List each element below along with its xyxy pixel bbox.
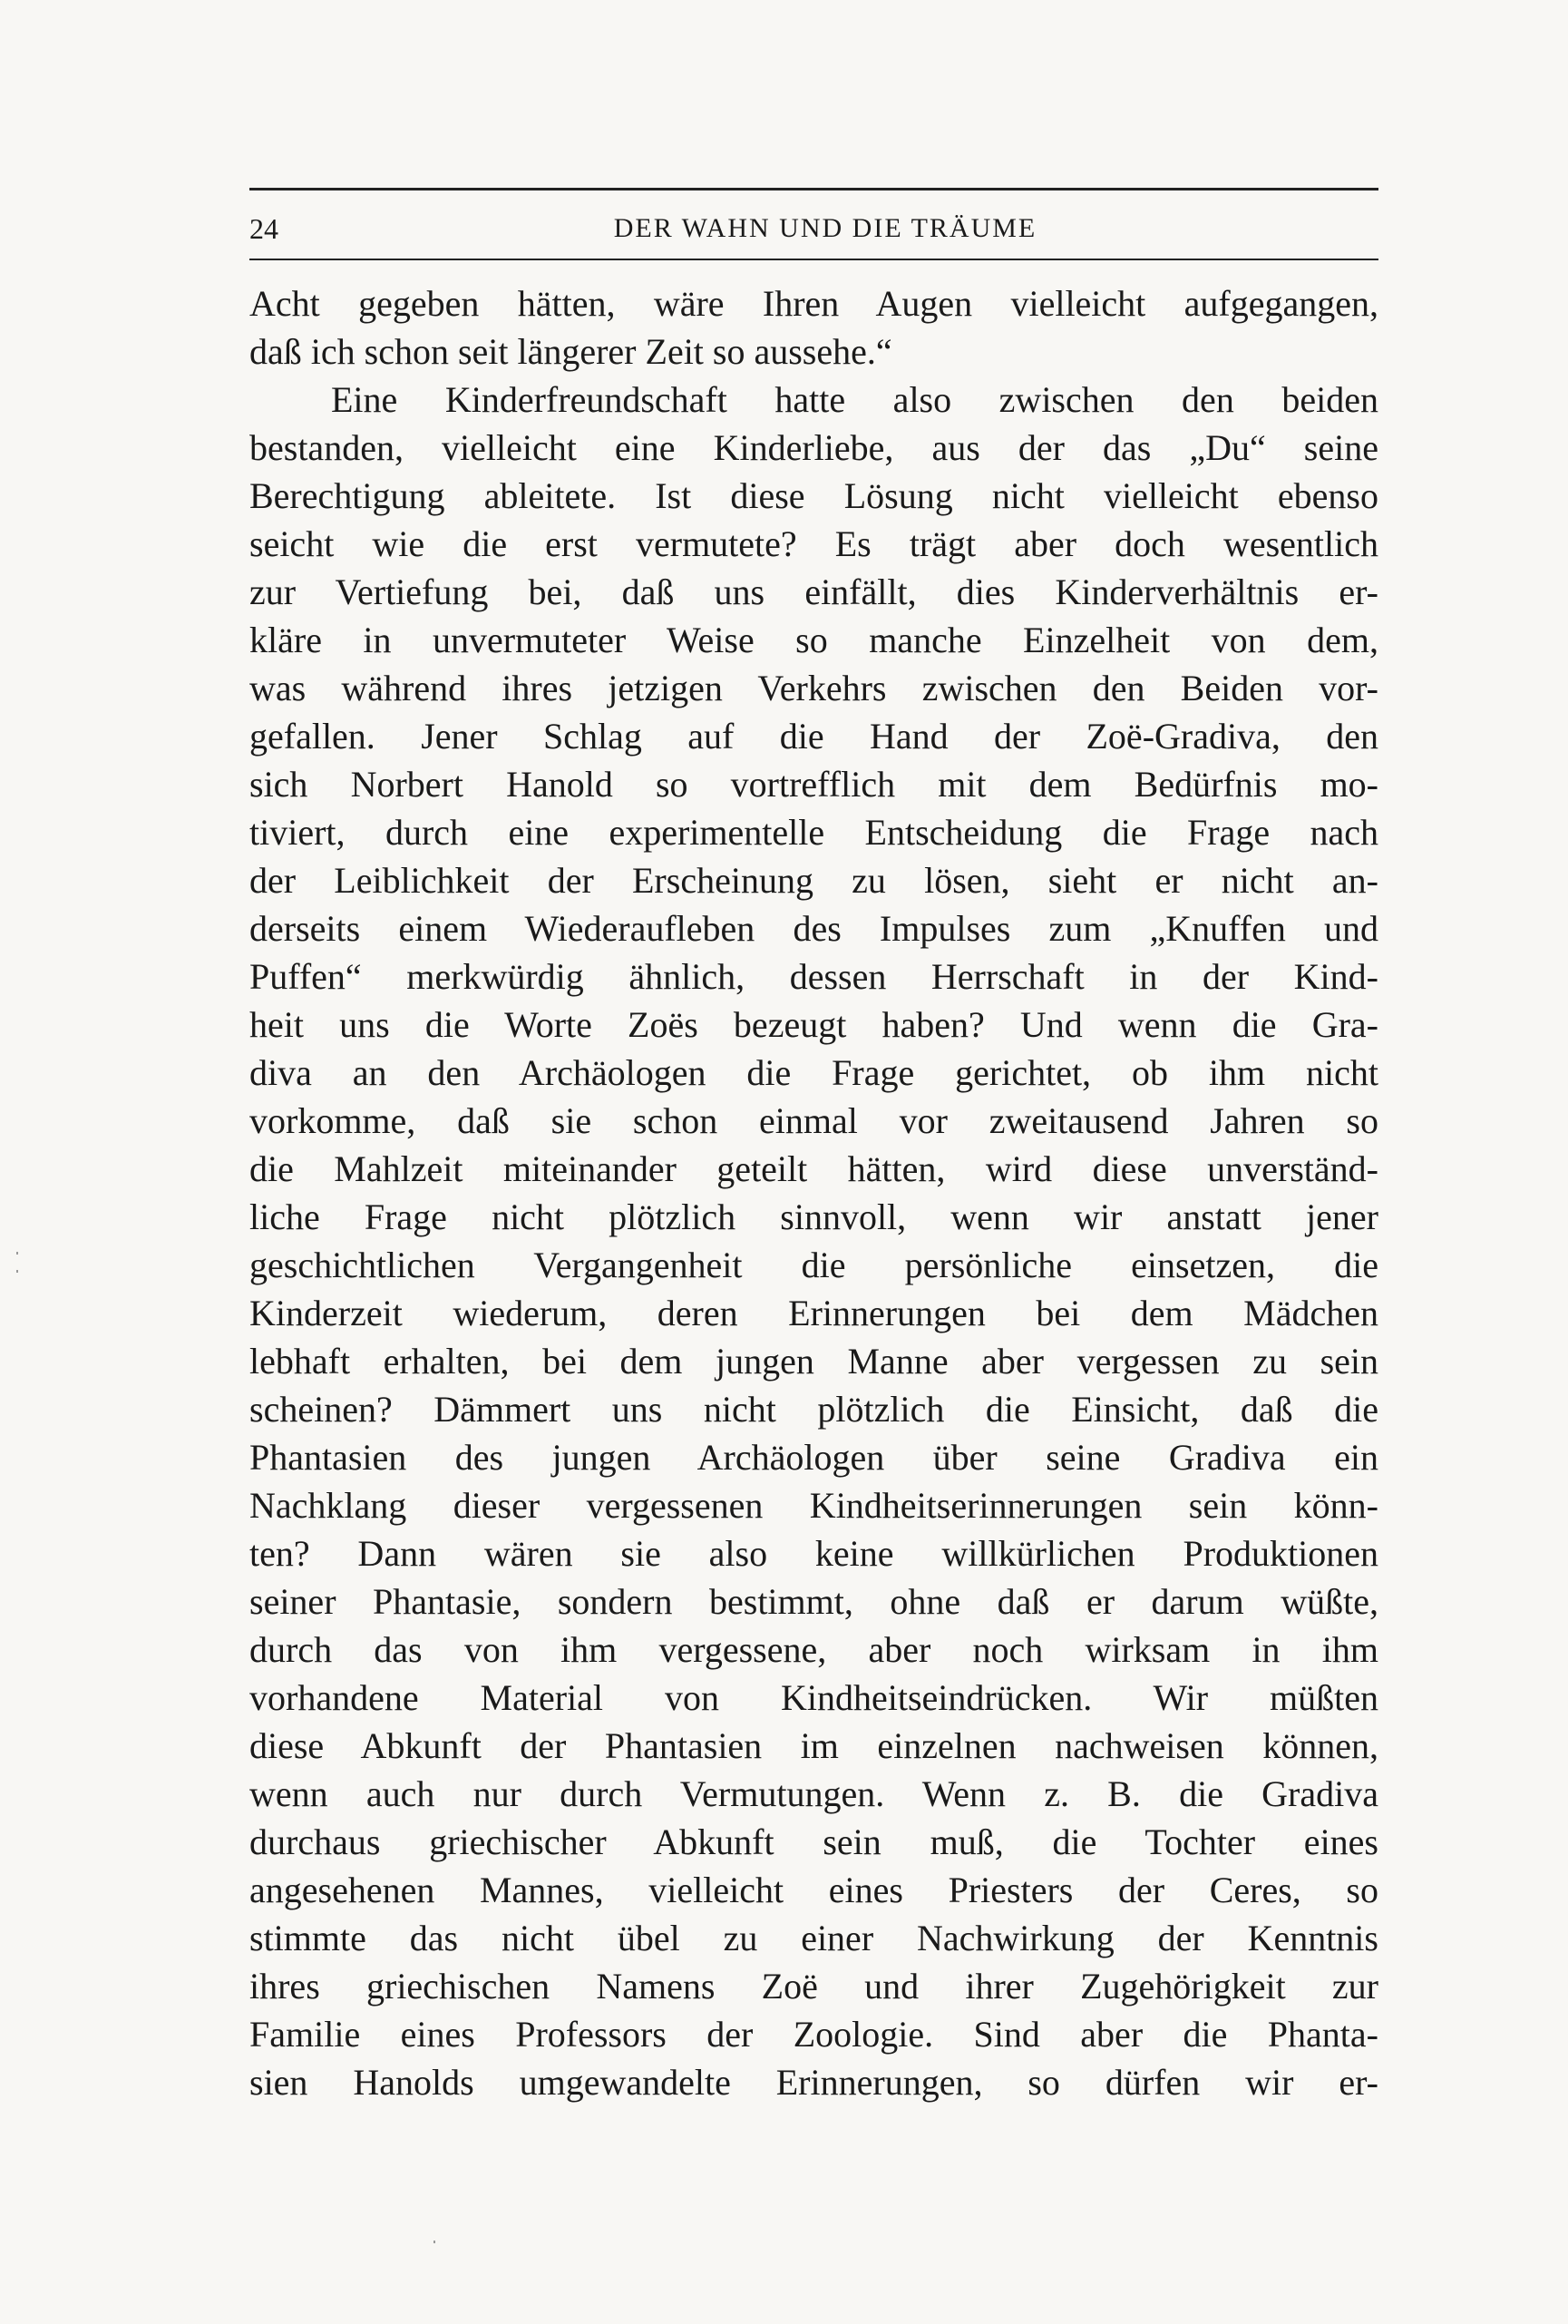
text-line: Berechtigung ableitete. Ist diese Lösung nicht vielleicht ebenso — [249, 475, 1378, 516]
text-line: daß ich schon seit längerer Zeit so aussehe.“ — [249, 331, 892, 372]
text-line: der Leiblichkeit der Erscheinung zu lösen, sieht er nicht an- — [249, 860, 1378, 901]
scan-speck — [16, 1252, 18, 1255]
text-line: zur Vertiefung bei, daß uns einfällt, dies Kinderverhältnis er- — [249, 571, 1378, 612]
text-line: derseits einem Wiederaufleben des Impulses zum „Knuffen und — [249, 908, 1378, 949]
text-line: diese Abkunft der Phantasien im einzelnen nachweisen können, — [249, 1725, 1378, 1766]
text-line: ihres griechischen Namens Zoë und ihrer Zugehörigkeit zur — [249, 1966, 1378, 2007]
text-line: Kinderzeit wiederum, deren Erinnerungen bei dem Mädchen — [249, 1293, 1378, 1333]
text-line: durch das von ihm vergessene, aber noch wirksam in ihm — [249, 1629, 1378, 1670]
text-line: lebhaft erhalten, bei dem jungen Manne aber vergessen zu sein — [249, 1341, 1378, 1382]
header-top-rule — [249, 188, 1378, 190]
body-text — [249, 279, 1378, 2106]
text-line: Eine Kinderfreundschaft hatte also zwischen den beiden — [331, 379, 1378, 420]
page-number: 24 — [249, 212, 278, 245]
text-line: Puffen“ merkwürdig ähnlich, dessen Herrschaft in der Kind- — [249, 956, 1378, 997]
text-line: seiner Phantasie, sondern bestimmt, ohne daß er darum wüßte, — [249, 1581, 1378, 1622]
text-line: vorkomme, daß sie schon einmal vor zweitausend Jahren so — [249, 1100, 1378, 1141]
text-line: gefallen. Jener Schlag auf die Hand der Zoë-Gradiva, den — [249, 716, 1378, 757]
text-line: Phantasien des jungen Archäologen über seine Gradiva ein — [249, 1437, 1378, 1478]
text-line: tiviert, durch eine experimentelle Entscheidung die Frage nach — [249, 812, 1378, 853]
text-line: geschichtlichen Vergangenheit die persönliche einsetzen, die — [249, 1245, 1378, 1285]
text-line: Nachklang dieser vergessenen Kindheitserinnerungen sein könn- — [249, 1485, 1378, 1526]
text-line: vorhandene Material von Kindheitseindrücken. Wir müßten — [249, 1677, 1378, 1718]
text-line: Familie eines Professors der Zoologie. Sind aber die Phanta- — [249, 2014, 1378, 2055]
running-title: DER WAHN UND DIE TRÄUME — [613, 213, 1037, 243]
scan-speck — [16, 1270, 18, 1273]
scan-speck — [433, 2241, 435, 2243]
text-line: sien Hanolds umgewandelte Erinnerungen, so dürfen wir er- — [249, 2062, 1378, 2103]
text-line: ten? Dann wären sie also keine willkürlichen Produktionen — [249, 1533, 1378, 1574]
text-line: scheinen? Dämmert uns nicht plötzlich die Einsicht, daß die — [249, 1389, 1378, 1430]
text-line: Acht gegeben hätten, wäre Ihren Augen vielleicht aufgegangen, — [249, 283, 1378, 324]
text-line: durchaus griechischer Abkunft sein muß, die Tochter eines — [249, 1821, 1378, 1862]
text-line: sich Norbert Hanold so vortrefflich mit dem Bedürfnis mo- — [249, 764, 1378, 805]
header-bottom-rule — [249, 259, 1378, 260]
text-line: die Mahlzeit miteinander geteilt hätten, wird diese unverständ- — [249, 1148, 1378, 1189]
text-line: diva an den Archäologen die Frage gerichtet, ob ihm nicht — [249, 1052, 1378, 1093]
text-line: liche Frage nicht plötzlich sinnvoll, wenn wir anstatt jener — [249, 1196, 1378, 1237]
text-line: kläre in unvermuteter Weise so manche Einzelheit von dem, — [249, 620, 1378, 660]
text-line: angesehenen Mannes, vielleicht eines Priesters der Ceres, so — [249, 1870, 1378, 1910]
text-line: wenn auch nur durch Vermutungen. Wenn z. B. die Gradiva — [249, 1773, 1378, 1814]
text-line: heit uns die Worte Zoës bezeugt haben? Und wenn die Gra- — [249, 1004, 1378, 1045]
text-line: was während ihres jetzigen Verkehrs zwischen den Beiden vor- — [249, 668, 1378, 708]
text-line: stimmte das nicht übel zu einer Nachwirkung der Kenntnis — [249, 1918, 1378, 1958]
text-line: bestanden, vielleicht eine Kinderliebe, aus der das „Du“ seine — [249, 427, 1378, 468]
text-line: seicht wie die erst vermutete? Es trägt aber doch wesentlich — [249, 523, 1378, 564]
